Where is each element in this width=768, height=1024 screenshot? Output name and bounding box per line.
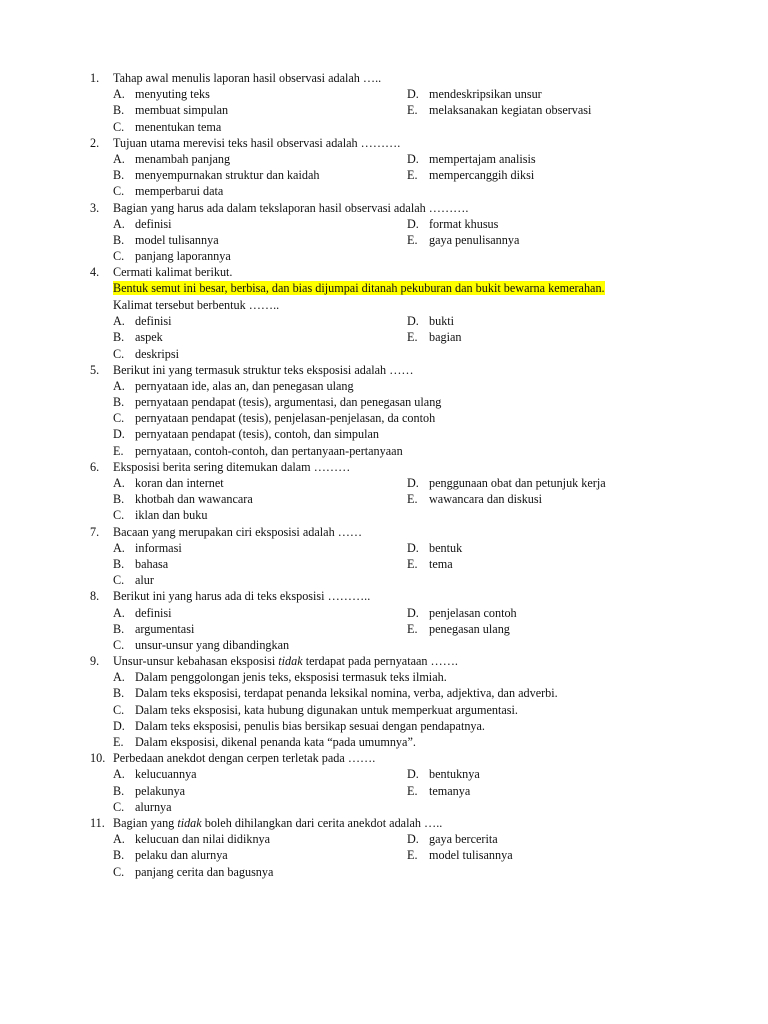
- question-stem: Tujuan utama merevisi teks hasil observasi adalah ……….: [113, 135, 401, 150]
- option-text: aspek: [135, 330, 163, 345]
- option-letter: B.: [113, 168, 125, 183]
- option-b[interactable]: [113, 621, 194, 637]
- question-stem-line: [0, 588, 768, 604]
- option-row: [0, 216, 768, 232]
- option-b[interactable]: [113, 783, 185, 799]
- option-row: [0, 329, 768, 345]
- question-stem-line: [0, 264, 768, 280]
- option-letter: B.: [113, 103, 125, 118]
- option-d[interactable]: [407, 151, 536, 167]
- option-letter: C.: [113, 508, 125, 523]
- option-text: Dalam penggolongan jenis teks, eksposisi termasuk teks ilmiah.: [135, 670, 447, 685]
- option-row: [0, 799, 768, 815]
- option-text: argumentasi: [135, 621, 195, 636]
- option-letter: D.: [407, 605, 419, 620]
- stem-part: terdapat pada pernyataan …….: [302, 654, 458, 669]
- option-letter: D.: [407, 540, 419, 555]
- option-a[interactable]: [113, 378, 354, 394]
- question-9: [0, 653, 768, 750]
- option-text: definisi: [135, 216, 172, 231]
- option-row: [0, 183, 768, 199]
- option-letter: D.: [407, 476, 419, 490]
- option-letter: A.: [113, 476, 125, 490]
- option-letter: E.: [113, 735, 124, 749]
- option-c[interactable]: [113, 248, 231, 264]
- question-stem-line: [0, 200, 768, 216]
- option-letter: B.: [113, 492, 125, 507]
- option-letter: E.: [113, 443, 124, 458]
- option-letter: C.: [113, 119, 125, 134]
- question-4: [0, 264, 768, 361]
- option-row: [0, 151, 768, 167]
- option-text: pernyataan, contoh-contoh, dan pertanyaan-pertanyaan: [135, 443, 403, 458]
- option-text: pernyataan pendapat (tesis), argumentasi, dan penegasan ulang: [135, 395, 442, 410]
- option-row: [0, 621, 768, 637]
- question-number: 10.: [90, 751, 106, 766]
- option-row: [0, 864, 768, 880]
- question-number: 5.: [90, 362, 100, 377]
- option-row: [0, 540, 768, 556]
- option-e[interactable]: [407, 102, 591, 118]
- question-10: [0, 750, 768, 815]
- option-row: [0, 167, 768, 183]
- option-letter: D.: [407, 832, 419, 847]
- option-letter: D.: [407, 151, 419, 166]
- question-number: 9.: [90, 654, 100, 669]
- option-e[interactable]: [407, 847, 513, 863]
- question-stem: Perbedaan anekdot dengan cerpen terletak pada …….: [113, 751, 376, 766]
- question-stem-line: [0, 362, 768, 378]
- option-d[interactable]: [407, 605, 517, 621]
- option-a[interactable]: [113, 669, 447, 685]
- option-letter: C.: [113, 864, 125, 879]
- option-text: mempercanggih diksi: [429, 168, 535, 183]
- option-letter: A.: [113, 378, 125, 393]
- option-text: deskripsi: [135, 346, 180, 361]
- option-letter: E.: [407, 783, 418, 798]
- question-stem-line: [0, 135, 768, 151]
- option-text: model tulisannya: [429, 848, 513, 863]
- option-text: format khusus: [429, 216, 499, 231]
- option-letter: E.: [407, 168, 418, 183]
- option-a[interactable]: [113, 766, 197, 782]
- option-letter: A.: [113, 87, 125, 102]
- option-d[interactable]: [407, 86, 542, 102]
- question-number: 7.: [90, 524, 100, 539]
- option-c[interactable]: [113, 864, 273, 880]
- option-text: menyempurnakan struktur dan kaidah: [135, 168, 320, 183]
- stem-emphasis: tidak: [177, 815, 202, 830]
- option-text: model tulisannya: [135, 232, 219, 247]
- option-b[interactable]: [113, 847, 228, 863]
- option-text: iklan dan buku: [135, 508, 208, 523]
- option-row: [0, 119, 768, 135]
- option-text: gaya penulisannya: [429, 232, 520, 247]
- option-text: definisi: [135, 605, 172, 620]
- option-text: panjang laporannya: [135, 249, 231, 264]
- option-letter: A.: [113, 670, 125, 685]
- option-b[interactable]: [113, 102, 228, 118]
- option-row: [0, 102, 768, 118]
- question-stem: [113, 653, 458, 669]
- option-row: [0, 637, 768, 653]
- option-a[interactable]: [113, 605, 172, 621]
- option-letter: A.: [113, 314, 125, 329]
- question-stem: Cermati kalimat berikut.: [113, 265, 233, 280]
- question-stem: Bagian yang harus ada dalam tekslaporan hasil observasi adalah ……….: [113, 200, 469, 215]
- question-7: [0, 524, 768, 589]
- option-letter: A.: [113, 767, 125, 782]
- option-letter: B.: [113, 783, 125, 798]
- question-stem: Eksposisi berita sering ditemukan dalam ………: [113, 459, 351, 474]
- option-a[interactable]: [113, 313, 172, 329]
- option-letter: B.: [113, 232, 125, 247]
- option-text: penjelasan contoh: [429, 605, 517, 620]
- option-e[interactable]: [407, 621, 510, 637]
- question-number: 8.: [90, 589, 100, 604]
- question-stem-line: [0, 815, 768, 831]
- option-letter: D.: [407, 314, 419, 329]
- option-letter: D.: [113, 718, 125, 733]
- option-letter: D.: [407, 216, 419, 231]
- stem-part: Bagian yang: [113, 815, 178, 830]
- question-stem: [113, 815, 442, 831]
- option-row: [0, 232, 768, 248]
- option-b[interactable]: [113, 329, 163, 345]
- option-letter: A.: [113, 832, 125, 847]
- question-number: 4.: [90, 265, 100, 280]
- option-letter: A.: [113, 216, 125, 231]
- option-e[interactable]: [407, 491, 542, 507]
- option-text: Dalam teks eksposisi, kata hubung digunakan untuk memperkuat argumentasi.: [135, 702, 518, 717]
- option-letter: E.: [407, 103, 418, 118]
- question-substem-line: [0, 297, 768, 313]
- option-letter: E.: [407, 621, 418, 636]
- option-text: gaya bercerita: [429, 832, 498, 847]
- option-text: menyuting teks: [135, 87, 210, 102]
- option-row: [0, 507, 768, 523]
- option-e[interactable]: [407, 167, 534, 183]
- option-row: [0, 831, 768, 847]
- option-a[interactable]: [113, 151, 230, 167]
- option-text: pelaku dan alurnya: [135, 848, 228, 863]
- option-text: wawancara dan diskusi: [429, 492, 543, 507]
- question-stem: Bacaan yang merupakan ciri eksposisi adalah ……: [113, 524, 363, 539]
- option-text: alurnya: [135, 799, 172, 814]
- option-text: pernyataan pendapat (tesis), contoh, dan simpulan: [135, 427, 380, 442]
- question-stem: Berikut ini yang harus ada di teks eksposisi ………..: [113, 589, 371, 604]
- option-c[interactable]: [113, 507, 207, 523]
- option-letter: B.: [113, 686, 125, 701]
- option-row: [0, 443, 768, 459]
- option-letter: E.: [407, 492, 418, 507]
- option-letter: D.: [113, 427, 125, 442]
- question-number: 3.: [90, 200, 100, 215]
- option-e[interactable]: [113, 443, 403, 459]
- option-row: [0, 248, 768, 264]
- option-letter: A.: [113, 605, 125, 620]
- highlighted-text: Bentuk semut ini besar, berbisa, dan bias dijumpai ditanah pekuburan dan bukit bewarna kemerahan.: [113, 281, 605, 296]
- option-text: koran dan internet: [135, 476, 224, 490]
- option-d[interactable]: [407, 831, 498, 847]
- question-stem-line: [0, 524, 768, 540]
- option-letter: D.: [407, 767, 419, 782]
- option-c[interactable]: [113, 702, 518, 718]
- option-a[interactable]: [113, 831, 270, 847]
- option-letter: B.: [113, 848, 125, 863]
- option-letter: A.: [113, 540, 125, 555]
- option-letter: C.: [113, 799, 125, 814]
- option-row: [0, 702, 768, 718]
- option-c[interactable]: [113, 346, 179, 362]
- option-text: kelucuan dan nilai didiknya: [135, 832, 271, 847]
- option-d[interactable]: [407, 766, 480, 782]
- option-row: [0, 426, 768, 442]
- option-letter: B.: [113, 330, 125, 345]
- question-substem: Kalimat tersebut berbentuk ……..: [113, 297, 280, 312]
- option-letter: C.: [113, 346, 125, 361]
- option-text: membuat simpulan: [135, 103, 229, 118]
- option-letter: C.: [113, 637, 125, 652]
- question-stem-line: [0, 459, 768, 475]
- option-letter: E.: [407, 556, 418, 571]
- option-row: [0, 605, 768, 621]
- option-row: [0, 685, 768, 701]
- option-text: mendeskripsikan unsur: [429, 87, 542, 102]
- option-text: khotbah dan wawancara: [135, 492, 253, 507]
- option-a[interactable]: [113, 540, 182, 556]
- option-c[interactable]: [113, 799, 172, 815]
- option-d[interactable]: [407, 540, 462, 556]
- option-row: [0, 669, 768, 685]
- option-letter: B.: [113, 621, 125, 636]
- question-11: [0, 815, 768, 880]
- option-text: pernyataan ide, alas an, dan penegasan ulang: [135, 378, 354, 393]
- option-letter: C.: [113, 573, 125, 588]
- question-3: [0, 200, 768, 265]
- option-text: pelakunya: [135, 783, 186, 798]
- stem-part: boleh dihilangkan dari cerita anekdot adalah …..: [201, 815, 443, 830]
- option-text: menentukan tema: [135, 119, 222, 134]
- question-stem-line: [0, 750, 768, 766]
- option-row: [0, 346, 768, 362]
- option-row: [0, 766, 768, 782]
- option-c[interactable]: [113, 637, 289, 653]
- question-6: [0, 459, 768, 524]
- option-text: memperbarui data: [135, 184, 224, 199]
- option-d[interactable]: [113, 718, 485, 734]
- question-stem: Tahap awal menulis laporan hasil observasi adalah …..: [113, 71, 382, 85]
- option-row: [0, 394, 768, 410]
- question-number: 11.: [90, 815, 105, 830]
- option-letter: A.: [113, 151, 125, 166]
- option-b[interactable]: [113, 685, 558, 701]
- option-text: Dalam teks eksposisi, penulis bias bersikap sesuai dengan pendapatnya.: [135, 718, 485, 733]
- option-e[interactable]: [407, 556, 453, 572]
- question-2: [0, 135, 768, 200]
- option-text: bentuk: [429, 540, 463, 555]
- option-text: bagian: [429, 330, 462, 345]
- option-text: mempertajam analisis: [429, 151, 536, 166]
- option-row: [0, 734, 768, 750]
- option-text: unsur-unsur yang dibandingkan: [135, 637, 290, 652]
- option-d[interactable]: [407, 475, 606, 491]
- question-number: 1.: [90, 71, 100, 85]
- option-row: [0, 475, 768, 491]
- option-letter: E.: [407, 232, 418, 247]
- question-8: [0, 588, 768, 653]
- stem-part: Unsur-unsur kebahasan eksposisi: [113, 654, 279, 669]
- option-d[interactable]: [407, 216, 498, 232]
- question-5: [0, 362, 768, 459]
- option-e[interactable]: [407, 329, 462, 345]
- option-letter: E.: [407, 330, 418, 345]
- option-text: pernyataan pendapat (tesis), penjelasan-penjelasan, da contoh: [135, 411, 436, 426]
- option-row: [0, 86, 768, 102]
- option-b[interactable]: [113, 491, 253, 507]
- option-row: [0, 410, 768, 426]
- option-row: [0, 847, 768, 863]
- option-text: temanya: [429, 783, 471, 798]
- stem-emphasis: tidak: [278, 654, 303, 669]
- option-a[interactable]: [113, 216, 172, 232]
- option-letter: C.: [113, 411, 125, 426]
- option-letter: D.: [407, 87, 419, 102]
- option-letter: C.: [113, 702, 125, 717]
- option-text: bukti: [429, 314, 455, 329]
- option-c[interactable]: [113, 183, 223, 199]
- option-letter: B.: [113, 395, 125, 410]
- option-text: panjang cerita dan bagusnya: [135, 864, 274, 879]
- option-c[interactable]: [113, 119, 221, 135]
- option-e[interactable]: [407, 783, 470, 799]
- option-a[interactable]: [113, 86, 210, 102]
- option-c[interactable]: [113, 410, 435, 426]
- option-text: menambah panjang: [135, 151, 231, 166]
- option-text: tema: [429, 556, 453, 571]
- option-text: informasi: [135, 540, 182, 555]
- option-row: [0, 491, 768, 507]
- option-b[interactable]: [113, 232, 219, 248]
- option-e[interactable]: [407, 232, 519, 248]
- option-text: Dalam teks eksposisi, terdapat penanda leksikal nomina, verba, adjektiva, dan adverbi.: [135, 686, 558, 701]
- option-row: [0, 572, 768, 588]
- option-text: penggunaan obat dan petunjuk kerja: [429, 476, 606, 490]
- option-text: bahasa: [135, 556, 169, 571]
- option-e[interactable]: [113, 734, 416, 750]
- option-c[interactable]: [113, 572, 154, 588]
- question-number: 2.: [90, 135, 100, 150]
- option-text: kelucuannya: [135, 767, 197, 782]
- question-stem: Berikut ini yang termasuk struktur teks eksposisi adalah ……: [113, 362, 414, 377]
- option-letter: E.: [407, 848, 418, 863]
- question-stem-line: [0, 653, 768, 669]
- option-row: [0, 783, 768, 799]
- option-d[interactable]: [113, 426, 379, 442]
- option-letter: C.: [113, 249, 125, 264]
- option-b[interactable]: [113, 556, 168, 572]
- option-text: definisi: [135, 314, 172, 329]
- question-1: [0, 70, 768, 135]
- option-text: Dalam eksposisi, dikenal penanda kata “pada umumnya”.: [135, 735, 416, 749]
- option-letter: B.: [113, 556, 125, 571]
- option-letter: C.: [113, 184, 125, 199]
- option-b[interactable]: [113, 167, 319, 183]
- option-row: [0, 313, 768, 329]
- highlighted-sentence: [113, 280, 678, 297]
- question-stem-line: [0, 70, 768, 86]
- option-text: penegasan ulang: [429, 621, 510, 636]
- option-row: [0, 556, 768, 572]
- option-text: alur: [135, 573, 154, 588]
- option-d[interactable]: [407, 313, 454, 329]
- option-b[interactable]: [113, 394, 441, 410]
- option-row: [0, 378, 768, 394]
- option-text: melaksanakan kegiatan observasi: [429, 103, 592, 118]
- question-number: 6.: [90, 459, 100, 474]
- option-a[interactable]: [113, 475, 224, 491]
- option-row: [0, 718, 768, 734]
- option-text: bentuknya: [429, 767, 480, 782]
